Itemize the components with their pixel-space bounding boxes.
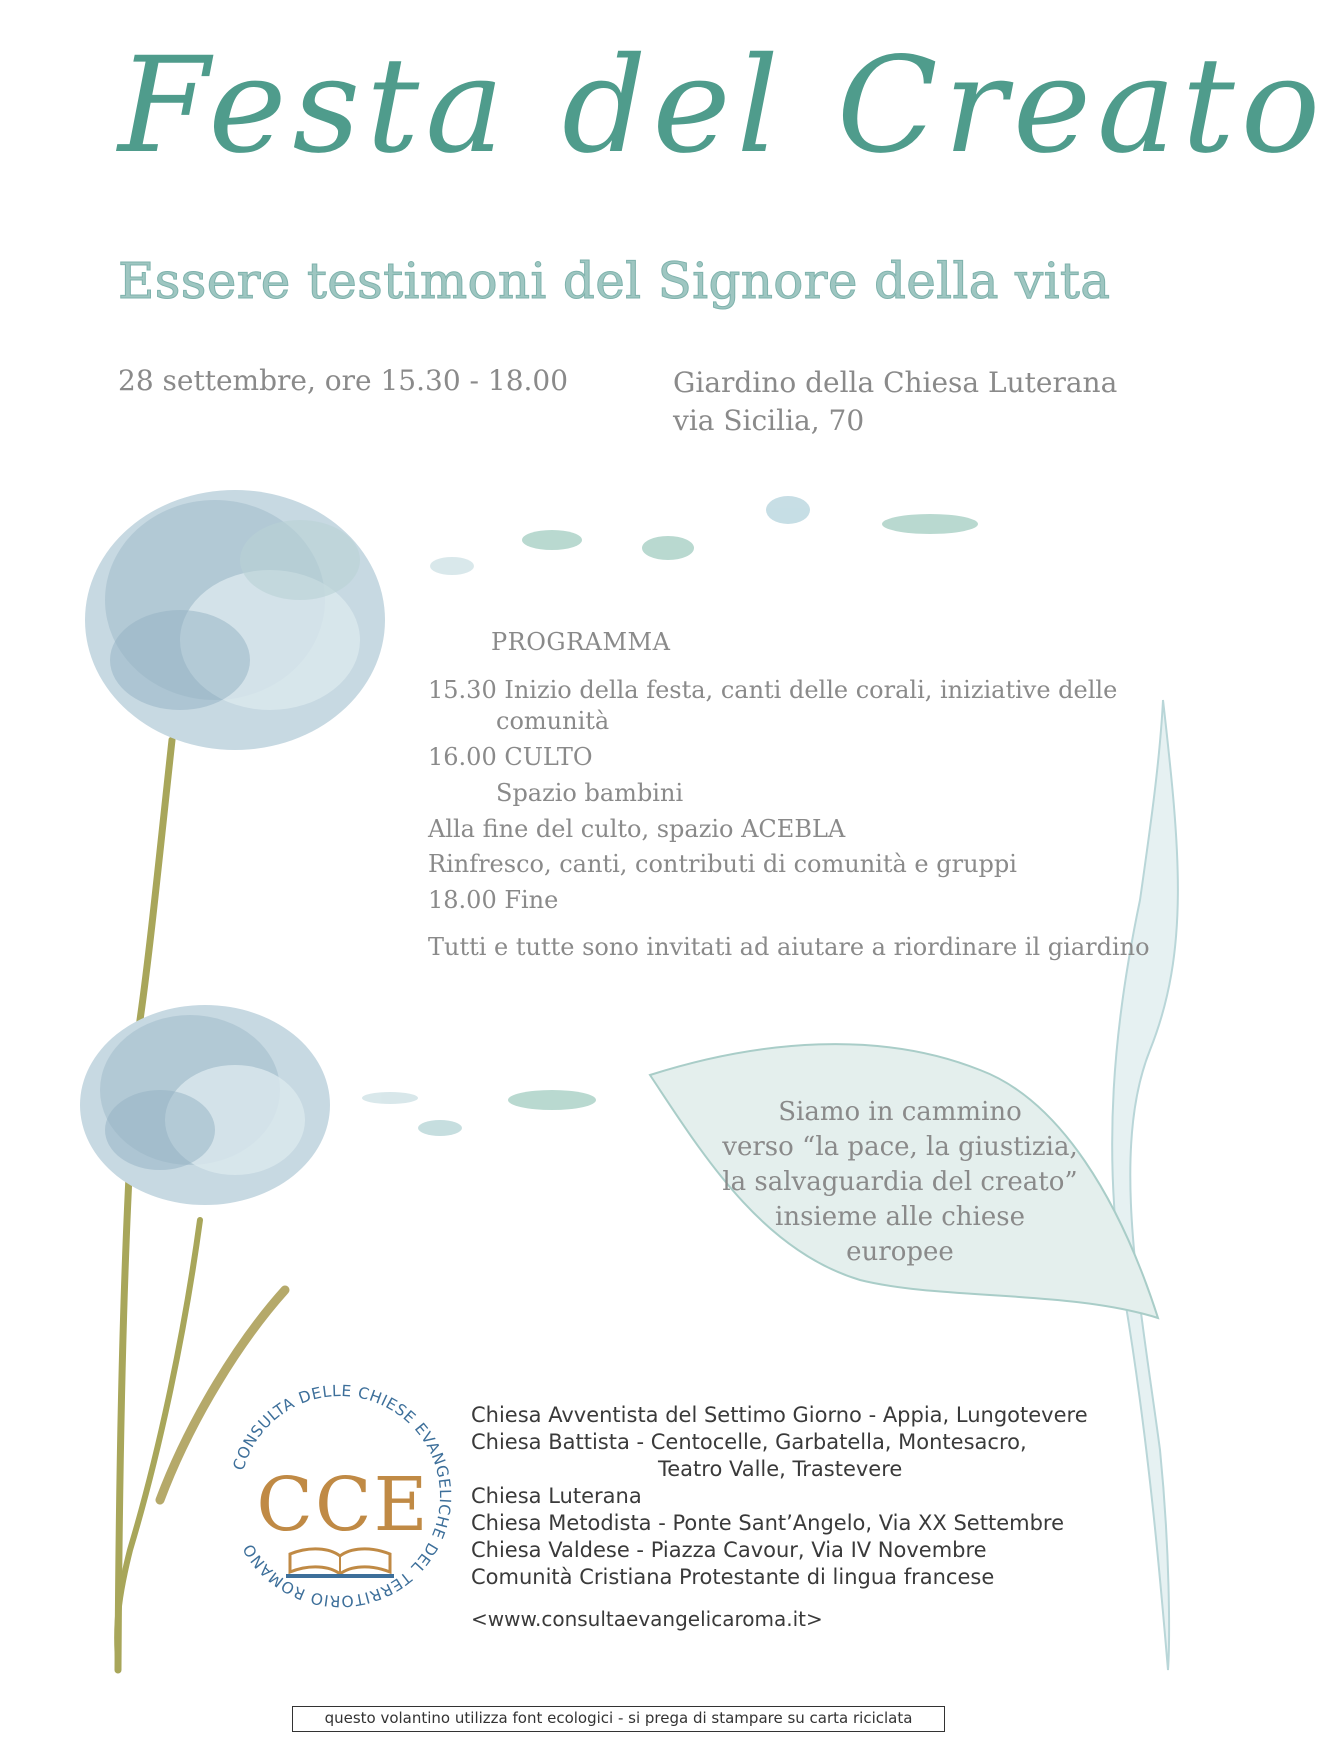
program-item: 16.00 CULTO [428,743,593,771]
venue-name: Giardino della Chiesa Luterana [673,366,1118,399]
quote-line: insieme alle chiese [775,1202,1025,1232]
program-heading: PROGRAMMA [491,628,671,656]
church-list-item: Chiesa Avventista del Settimo Giorno - Appia, Lungotevere [471,1403,1088,1427]
church-list-item: Chiesa Valdese - Piazza Cavour, Via IV Novembre [471,1538,987,1562]
logo-ring-text: CONSULTA DELLE CHIESE EVANGELICHE DEL TERRITORIO ROMANO [229,1381,455,1611]
flower-bottom-illustration [80,1005,330,1205]
church-list-item: Chiesa Battista - Centocelle, Garbatella, Montesacro, [471,1430,1027,1454]
event-venue [673,364,1117,440]
church-list-item: Teatro Valle, Trastevere [658,1457,903,1481]
quote-line: la salvaguardia del creato” [722,1167,1078,1197]
logo-acronym: CCE [256,1462,430,1548]
website-link[interactable]: <www.consultaevangelicaroma.it> [471,1607,823,1631]
subtitle: Essere testimoni del Signore della vita [118,252,1111,310]
quote-line: europee [846,1237,954,1267]
church-list-item: Comunità Cristiana Protestante di lingua francese [471,1565,995,1589]
title-word-3: Creato [836,29,1326,183]
title-word-1: Festa [118,29,510,183]
program-item: comunità [496,707,610,735]
program-item: Spazio bambini [496,779,684,807]
leaf-quote [700,1095,1100,1270]
program-item: Rinfresco, canti, contributi di comunità e gruppi [428,850,1017,878]
event-date: 28 settembre, ore 15.30 - 18.00 [118,364,569,397]
church-list-item: Chiesa Metodista - Ponte Sant’Angelo, Via XX Settembre [471,1511,1064,1535]
flower-top-illustration [85,490,385,750]
book-icon [286,1549,394,1576]
church-list-item: Chiesa Luterana [471,1484,642,1508]
footer-note: questo volantino utilizza font ecologici - si prega di stampare su carta riciclata [292,1706,945,1732]
quote-line: verso “la pace, la giustizia, [722,1132,1078,1162]
program-item: 15.30 Inizio della festa, canti delle corali, iniziative delle [428,676,1118,704]
program-item: Alla fine del culto, spazio ACEBLA [428,815,846,843]
venue-address: via Sicilia, 70 [673,404,865,437]
program-note: Tutti e tutte sono invitati ad aiutare a riordinare il giardino [428,933,1150,961]
page-title [118,29,1326,183]
quote-line: Siamo in cammino [778,1097,1022,1127]
title-word-2: del [561,29,785,183]
program-item: 18.00 Fine [428,886,559,914]
